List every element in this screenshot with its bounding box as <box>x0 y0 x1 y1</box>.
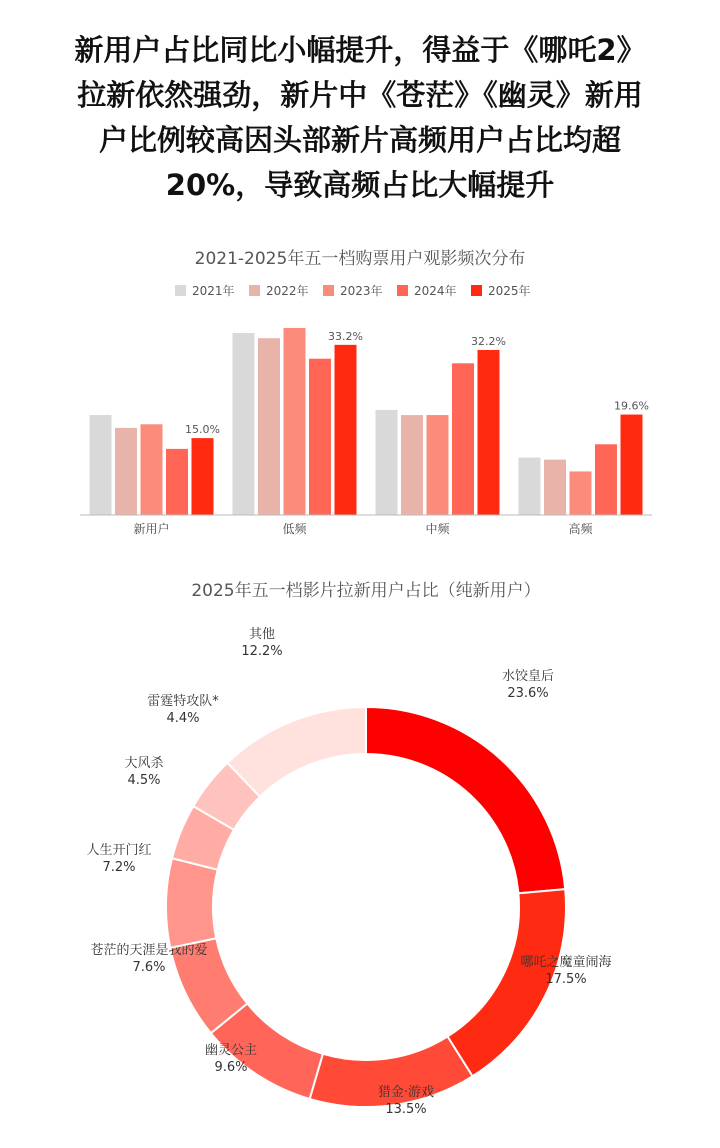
slice-label-3: 猎金·游戏 <box>377 1085 435 1100</box>
slice-label-8: 雷霆特攻队* <box>147 694 219 709</box>
slice-value-5: 7.6% <box>132 960 166 975</box>
legend-label-2: 2022年 <box>266 284 309 298</box>
slice-label-4: 幽灵公主 <box>204 1043 258 1058</box>
legend-swatch-2 <box>249 285 260 296</box>
slice-label-2: 哪吒之魔童闹海 <box>520 955 612 970</box>
bar-3-2 <box>401 415 423 515</box>
slice-label-9: 其他 <box>248 627 276 642</box>
legend-swatch-1 <box>175 285 186 296</box>
headline <box>20 28 700 208</box>
x-tick-2: 低频 <box>282 522 307 536</box>
x-tick-3: 中频 <box>425 522 450 536</box>
legend-label-3: 2023年 <box>340 284 383 298</box>
headline-line-2: 拉新依然强劲，新片中《苍茫》《幽灵》新用 <box>77 78 643 112</box>
slice-value-8: 4.4% <box>166 711 200 726</box>
bar-3-1 <box>376 410 398 515</box>
bar-chart-legend <box>175 283 531 298</box>
x-tick-1: 新用户 <box>133 522 170 536</box>
slice-value-6: 7.2% <box>102 860 136 875</box>
slice-value-2: 17.5% <box>545 972 587 987</box>
donut-slice-9 <box>227 707 366 797</box>
bar-1-2 <box>115 428 137 515</box>
donut-slice-1 <box>366 707 565 893</box>
bar-3-3 <box>427 415 449 515</box>
slice-value-3: 13.5% <box>385 1102 427 1117</box>
legend-swatch-3 <box>323 285 334 296</box>
bar-2-2 <box>258 338 280 515</box>
data-label-4: 19.6% <box>614 399 649 413</box>
headline-line-3: 户比例较高因头部新片高频用户占比均超 <box>98 123 621 157</box>
legend-swatch-4 <box>397 285 408 296</box>
bar-chart-title: 2021-2025年五一档购票用户观影频次分布 <box>194 249 526 269</box>
headline-line-1: 新用户占比同比小幅提升，得益于《哪吒2》 <box>74 33 646 67</box>
donut-slice-6 <box>166 858 218 948</box>
bar-4-5 <box>621 415 643 515</box>
bar-4-1 <box>519 458 541 515</box>
legend-label-5: 2025年 <box>488 284 531 298</box>
donut-chart-plot <box>86 626 611 1117</box>
bar-4-4 <box>595 444 617 515</box>
slice-value-9: 12.2% <box>241 644 283 659</box>
donut-chart <box>0 560 720 1148</box>
bar-1-3 <box>141 424 163 515</box>
slice-value-7: 4.5% <box>127 773 161 788</box>
slice-value-1: 23.6% <box>507 686 549 701</box>
data-label-2: 33.2% <box>328 329 363 343</box>
bar-4-2 <box>544 460 566 515</box>
slice-label-6: 人生开门红 <box>86 843 152 858</box>
bar-2-1 <box>233 333 255 515</box>
data-label-1: 15.0% <box>185 423 220 437</box>
slice-value-4: 9.6% <box>214 1060 248 1075</box>
donut-chart-title: 2025年五一档影片拉新用户占比（纯新用户） <box>191 581 541 601</box>
bar-chart-plot <box>80 328 652 536</box>
bar-1-1 <box>90 415 112 515</box>
slice-label-5: 苍茫的天涯是我的爱 <box>90 943 208 958</box>
bar-4-3 <box>570 471 592 515</box>
legend-swatch-5 <box>471 285 482 296</box>
bar-3-5 <box>478 350 500 515</box>
bar-1-5 <box>192 438 214 515</box>
bar-2-4 <box>309 359 331 515</box>
bar-2-5 <box>335 345 357 515</box>
legend-label-4: 2024年 <box>414 284 457 298</box>
legend-label-1: 2021年 <box>192 284 235 298</box>
slice-label-1: 水饺皇后 <box>501 669 555 684</box>
headline-line-4: 20%，导致高频占比大幅提升 <box>165 168 555 202</box>
slice-label-7: 大风杀 <box>124 756 164 771</box>
bar-2-3 <box>284 328 306 515</box>
bar-chart <box>0 230 720 540</box>
bar-3-4 <box>452 363 474 515</box>
x-tick-4: 高频 <box>568 522 593 536</box>
data-label-3: 32.2% <box>471 334 506 348</box>
bar-1-4 <box>166 449 188 515</box>
